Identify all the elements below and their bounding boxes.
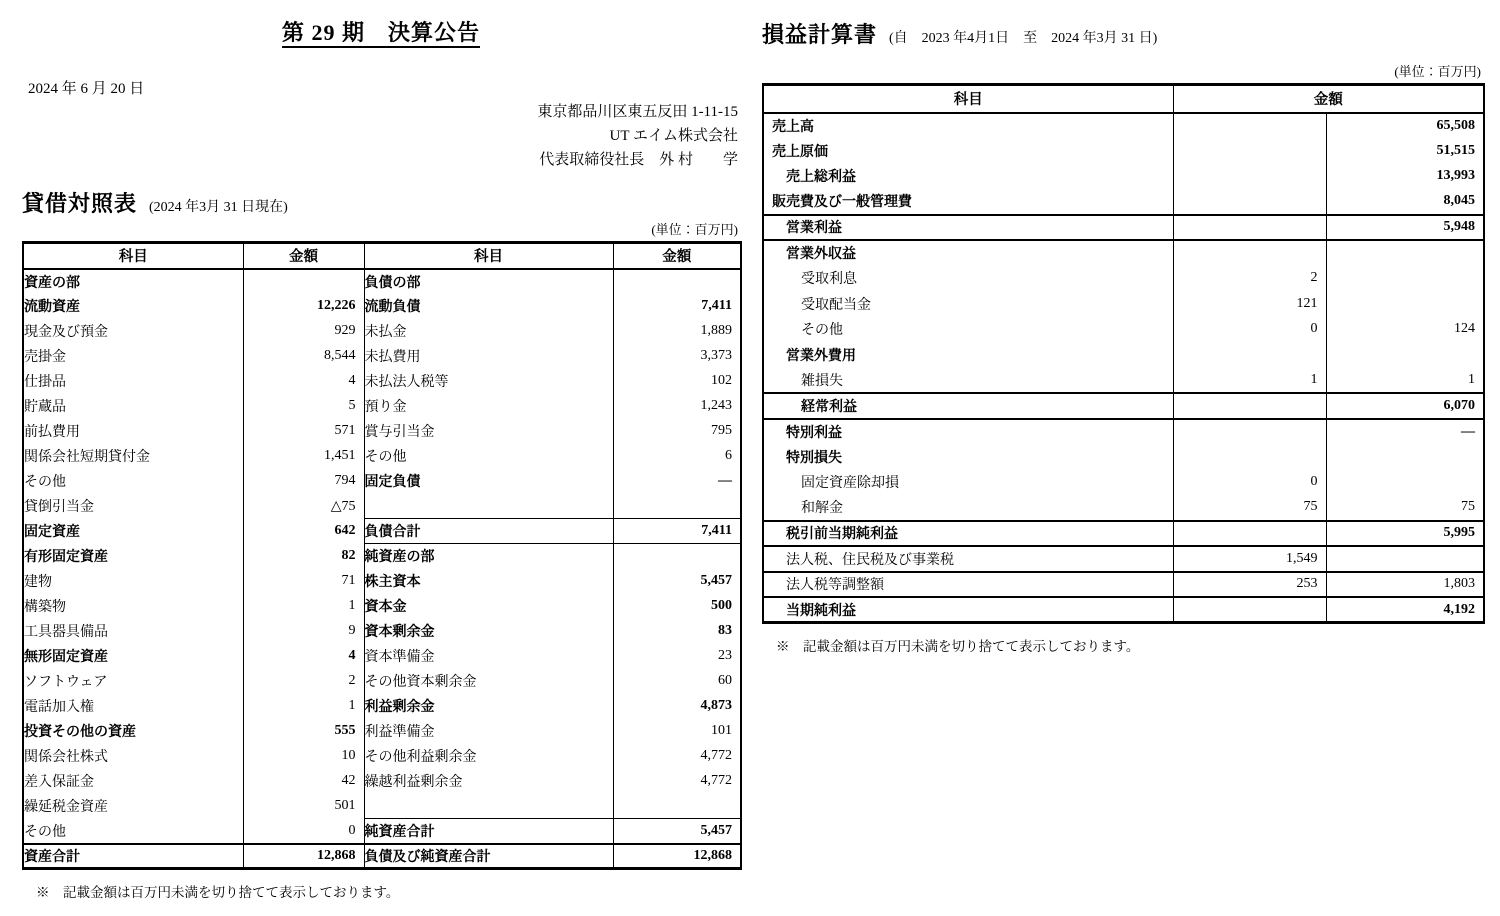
- bs-item-cell: 売掛金: [23, 344, 243, 369]
- pl-amount-total-cell: 75: [1461, 499, 1475, 515]
- bs-amount-cell: [243, 269, 364, 294]
- bs-amount-cell: 1: [243, 594, 364, 619]
- bs-amount-cell: △75: [243, 494, 364, 519]
- bs-table-row: [23, 544, 741, 569]
- bs-item-cell: 負債合計: [364, 519, 613, 544]
- document-title: 第 29 期 決算公告: [281, 20, 480, 45]
- bs-item-cell: ソフトウェア: [23, 669, 243, 694]
- bs-item-cell: 未払法人税等: [364, 369, 613, 394]
- bs-amount-cell: 4,873: [700, 698, 732, 713]
- income-statement-note: ※ 記載金額は百万円未満を切り捨てて表示しております。: [776, 639, 1140, 654]
- pl-amount-sub-cell: [1173, 189, 1326, 215]
- pl-table-row: [763, 215, 1484, 241]
- pl-item-cell: 和解金: [763, 495, 1173, 521]
- bs-item-cell: 流動資産: [23, 294, 243, 319]
- pl-item-cell: 売上総利益: [763, 164, 1173, 190]
- pl-amount-sub-cell: [1173, 113, 1326, 139]
- pl-amount-sub-cell: 1: [1173, 368, 1326, 394]
- bs-amount-cell: 9: [243, 619, 364, 644]
- bs-amount-cell: 571: [243, 419, 364, 444]
- bs-table-row: [23, 844, 741, 869]
- bs-item-cell: その他: [23, 819, 243, 844]
- pl-amount-sub-cell: [1173, 240, 1326, 266]
- pl-item-cell: 売上原価: [763, 138, 1173, 164]
- bs-item-cell: 純資産合計: [364, 819, 613, 844]
- pl-item-cell: 雑損失: [763, 368, 1173, 394]
- bs-table-row: [23, 769, 741, 794]
- pl-table-row: [763, 368, 1484, 394]
- pl-header-row: [763, 85, 1484, 113]
- bs-item-cell: 有形固定資産: [23, 544, 243, 569]
- bs-table-row: [23, 594, 741, 619]
- bs-amount-cell: [613, 494, 741, 519]
- bs-item-cell: 預り金: [364, 394, 613, 419]
- bs-item-cell: 純資産の部: [364, 544, 613, 569]
- bs-amount-cell: 794: [243, 469, 364, 494]
- pl-table-row: [763, 317, 1484, 343]
- bs-amount-cell: 500: [711, 598, 732, 613]
- bs-amount-cell: 12,226: [243, 294, 364, 319]
- pl-item-cell: 売上高: [763, 113, 1173, 139]
- bs-item-cell: 資本剰余金: [364, 619, 613, 644]
- pl-item-cell: 当期純利益: [763, 597, 1173, 623]
- pl-col-amount: 金額: [1173, 85, 1484, 113]
- balance-sheet-title: 貸借対照表: [22, 191, 138, 216]
- pl-table-row: [763, 597, 1484, 623]
- bs-amount-cell: 929: [243, 319, 364, 344]
- bs-table-row: [23, 519, 741, 544]
- pl-table-row: [763, 572, 1484, 598]
- bs-amount-cell: 102: [711, 373, 732, 388]
- pl-amount-total-cell: 124: [1454, 321, 1475, 337]
- bs-amount-cell: 12,868: [613, 844, 741, 869]
- pl-table-row: [763, 342, 1484, 368]
- pl-item-cell: 受取配当金: [763, 291, 1173, 317]
- pl-item-cell: 営業利益: [763, 215, 1173, 241]
- bs-table-row: [23, 419, 741, 444]
- bs-table-row: [23, 344, 741, 369]
- pl-table-row: [763, 546, 1484, 572]
- bs-amount-cell: 4,772: [700, 773, 732, 788]
- pl-table-row: [763, 113, 1484, 139]
- bs-amount-cell: 71: [243, 569, 364, 594]
- pl-amount-total-cell: 65,508: [1436, 117, 1475, 133]
- bs-amount-cell: 642: [243, 519, 364, 544]
- bs-item-cell: 流動負債: [364, 294, 613, 319]
- bs-header-row: [23, 243, 741, 269]
- income-statement-title: 損益計算書: [762, 22, 878, 47]
- company-block: [22, 100, 740, 172]
- income-statement-unit-label: (単位：百万円): [1394, 64, 1481, 79]
- pl-item-cell: 税引前当期純利益: [763, 521, 1173, 547]
- bs-amount-cell: —: [718, 473, 732, 488]
- company-address: 東京都品川区東五反田 1-11-15: [537, 104, 738, 120]
- bs-item-cell: 関係会社短期貸付金: [23, 444, 243, 469]
- bs-item-cell: その他: [23, 469, 243, 494]
- bs-amount-cell: 4: [243, 369, 364, 394]
- bs-table-row: [23, 394, 741, 419]
- pl-amount-sub-cell: 253: [1173, 572, 1326, 598]
- bs-table-row: [23, 719, 741, 744]
- pl-amount-sub-cell: 75: [1173, 495, 1326, 521]
- bs-table-row: [23, 694, 741, 719]
- bs-amount-cell: 5: [243, 394, 364, 419]
- pl-table-row: [763, 470, 1484, 496]
- pl-amount-sub-cell: [1173, 521, 1326, 547]
- bs-col-item-right: 科目: [364, 243, 613, 269]
- income-statement-heading: [762, 18, 1483, 49]
- bs-item-cell: 貸倒引当金: [23, 494, 243, 519]
- bs-table-row: [23, 819, 741, 844]
- bs-table-row: [23, 744, 741, 769]
- pl-item-cell: 特別損失: [763, 444, 1173, 470]
- pl-item-cell: 営業外費用: [763, 342, 1173, 368]
- bs-col-item-left: 科目: [23, 243, 243, 269]
- pl-table-row: [763, 291, 1484, 317]
- bs-item-cell: 差入保証金: [23, 769, 243, 794]
- bs-col-amount-right: 金額: [613, 243, 741, 269]
- bs-item-cell: その他利益剰余金: [364, 744, 613, 769]
- bs-item-cell: 繰延税金資産: [23, 794, 243, 819]
- pl-body: [763, 113, 1484, 623]
- bs-amount-cell: 1,243: [700, 398, 732, 413]
- bs-item-cell: その他: [364, 444, 613, 469]
- bs-item-cell: 未払費用: [364, 344, 613, 369]
- balance-sheet-note: ※ 記載金額は百万円未満を切り捨てて表示しております。: [36, 885, 400, 900]
- bs-amount-cell: 1,889: [700, 323, 732, 338]
- bs-item-cell: 負債及び純資産合計: [364, 844, 613, 869]
- pl-item-cell: 営業外収益: [763, 240, 1173, 266]
- bs-item-cell: 資本準備金: [364, 644, 613, 669]
- pl-amount-sub-cell: [1173, 419, 1326, 445]
- bs-amount-cell: 12,868: [243, 844, 364, 869]
- pl-table-row: [763, 444, 1484, 470]
- pl-amount-total-cell: 8,045: [1443, 193, 1475, 209]
- bs-item-cell: 利益剰余金: [364, 694, 613, 719]
- pl-table-row: [763, 189, 1484, 215]
- pl-amount-total-cell: 4,192: [1326, 597, 1484, 623]
- bs-amount-cell: 4: [243, 644, 364, 669]
- pl-amount-sub-cell: [1173, 164, 1326, 190]
- bs-item-cell: 電話加入権: [23, 694, 243, 719]
- bs-amount-cell: 83: [718, 623, 732, 638]
- pl-table-row: [763, 393, 1484, 419]
- bs-item-cell: 資本金: [364, 594, 613, 619]
- pl-amount-sub-cell: 1,549: [1173, 546, 1326, 572]
- bs-item-cell: 前払費用: [23, 419, 243, 444]
- pl-table-row: [763, 419, 1484, 445]
- pl-amount-total-cell: [1326, 266, 1484, 292]
- bs-amount-cell: 555: [243, 719, 364, 744]
- pl-amount-total-cell: 1,803: [1326, 572, 1484, 598]
- pl-amount-total-cell: [1326, 546, 1484, 572]
- bs-amount-cell: 4,772: [700, 748, 732, 763]
- pl-amount-total-cell: [1326, 240, 1484, 266]
- pl-amount-total-cell: [1326, 342, 1484, 368]
- balance-sheet-table: [22, 241, 742, 870]
- bs-item-cell: 未払金: [364, 319, 613, 344]
- bs-table-row: [23, 619, 741, 644]
- pl-amount-sub-cell: 0: [1173, 317, 1326, 343]
- bs-amount-cell: 3,373: [700, 348, 732, 363]
- income-statement-subtitle: (自 2023 年4月1日 至 2024 年3月 31 日): [889, 31, 1158, 46]
- pl-amount-sub-cell: 2: [1173, 266, 1326, 292]
- pl-item-cell: 販売費及び一般管理費: [763, 189, 1173, 215]
- bs-table-row: [23, 369, 741, 394]
- bs-table-row: [23, 644, 741, 669]
- bs-body: [23, 269, 741, 869]
- pl-item-cell: その他: [763, 317, 1173, 343]
- bs-item-cell: 資産合計: [23, 844, 243, 869]
- balance-sheet-section: [22, 0, 740, 901]
- pl-amount-sub-cell: [1173, 138, 1326, 164]
- pl-amount-sub-cell: [1173, 215, 1326, 241]
- bs-table-row: [23, 494, 741, 519]
- income-statement-table: [762, 83, 1485, 624]
- bs-amount-cell: 42: [243, 769, 364, 794]
- bs-item-cell: 構築物: [23, 594, 243, 619]
- document-date: 2024 年 6 月 20 日: [28, 81, 145, 97]
- bs-amount-cell: 5,457: [700, 573, 732, 588]
- pl-item-cell: 特別利益: [763, 419, 1173, 445]
- bs-item-cell: 繰越利益剰余金: [364, 769, 613, 794]
- pl-table-row: [763, 138, 1484, 164]
- bs-item-cell: [364, 494, 613, 519]
- bs-item-cell: 賞与引当金: [364, 419, 613, 444]
- bs-amount-cell: 7,411: [701, 298, 732, 313]
- pl-amount-total-cell: 5,948: [1326, 215, 1484, 241]
- bs-item-cell: 投資その他の資産: [23, 719, 243, 744]
- bs-amount-cell: 23: [718, 648, 732, 663]
- pl-amount-total-cell: 1: [1468, 371, 1475, 387]
- pl-amount-sub-cell: [1173, 393, 1326, 419]
- bs-table-row: [23, 444, 741, 469]
- bs-item-cell: 株主資本: [364, 569, 613, 594]
- bs-amount-cell: 0: [243, 819, 364, 844]
- bs-amount-cell: 101: [711, 723, 732, 738]
- pl-amount-total-cell: [1326, 291, 1484, 317]
- bs-item-cell: 無形固定資産: [23, 644, 243, 669]
- bs-item-cell: 利益準備金: [364, 719, 613, 744]
- bs-item-cell: 関係会社株式: [23, 744, 243, 769]
- bs-item-cell: 現金及び預金: [23, 319, 243, 344]
- balance-sheet-unit-label: (単位：百万円): [651, 222, 738, 237]
- bs-table-row: [23, 794, 741, 819]
- bs-item-cell: 固定負債: [364, 469, 613, 494]
- bs-col-amount-left: 金額: [243, 243, 364, 269]
- bs-amount-cell: [613, 794, 741, 819]
- bs-table-row: [23, 569, 741, 594]
- pl-amount-sub-cell: 121: [1173, 291, 1326, 317]
- pl-item-cell: 固定資産除却損: [763, 470, 1173, 496]
- bs-item-cell: [364, 794, 613, 819]
- bs-table-row: [23, 319, 741, 344]
- bs-item-cell: 工具器具備品: [23, 619, 243, 644]
- pl-item-cell: 受取利息: [763, 266, 1173, 292]
- pl-amount-sub-cell: [1173, 342, 1326, 368]
- pl-amount-total-cell: [1326, 470, 1484, 496]
- bs-table-row: [23, 294, 741, 319]
- pl-col-item: 科目: [763, 85, 1173, 113]
- pl-amount-total-cell: 51,515: [1436, 142, 1475, 158]
- pl-amount-sub-cell: [1173, 444, 1326, 470]
- balance-sheet-subtitle: (2024 年3月 31 日現在): [149, 200, 288, 215]
- bs-table-row: [23, 269, 741, 294]
- bs-item-cell: 資産の部: [23, 269, 243, 294]
- bs-amount-cell: [613, 269, 741, 294]
- bs-amount-cell: [613, 544, 741, 569]
- bs-item-cell: その他資本剰余金: [364, 669, 613, 694]
- bs-table-row: [23, 669, 741, 694]
- pl-item-cell: 法人税等調整額: [763, 572, 1173, 598]
- bs-amount-cell: 8,544: [243, 344, 364, 369]
- pl-table-row: [763, 266, 1484, 292]
- company-representative: 代表取締役社長 外 村 学: [539, 152, 738, 168]
- bs-item-cell: 仕掛品: [23, 369, 243, 394]
- pl-amount-total-cell: 5,995: [1326, 521, 1484, 547]
- pl-amount-total-cell: —: [1326, 419, 1484, 445]
- bs-amount-cell: 10: [243, 744, 364, 769]
- pl-table-row: [763, 240, 1484, 266]
- bs-item-cell: 建物: [23, 569, 243, 594]
- pl-table-row: [763, 164, 1484, 190]
- bs-amount-cell: 6: [725, 448, 732, 463]
- balance-sheet-heading: [22, 187, 740, 218]
- pl-table-row: [763, 521, 1484, 547]
- bs-item-cell: 貯蔵品: [23, 394, 243, 419]
- bs-amount-cell: 5,457: [613, 819, 741, 844]
- bs-item-cell: 固定資産: [23, 519, 243, 544]
- pl-amount-sub-cell: 0: [1173, 470, 1326, 496]
- pl-amount-total-cell: 13,993: [1436, 168, 1475, 184]
- bs-amount-cell: 2: [243, 669, 364, 694]
- bs-amount-cell: 82: [243, 544, 364, 569]
- bs-amount-cell: 1: [243, 694, 364, 719]
- bs-amount-cell: 1,451: [243, 444, 364, 469]
- bs-amount-cell: 501: [243, 794, 364, 819]
- bs-table-row: [23, 469, 741, 494]
- pl-item-cell: 経常利益: [763, 393, 1173, 419]
- company-name: UT エイム株式会社: [609, 128, 738, 144]
- income-statement-section: [762, 0, 1483, 655]
- bs-item-cell: 負債の部: [364, 269, 613, 294]
- pl-amount-sub-cell: [1173, 597, 1326, 623]
- pl-amount-total-cell: 6,070: [1326, 393, 1484, 419]
- pl-table-row: [763, 495, 1484, 521]
- pl-item-cell: 法人税、住民税及び事業税: [763, 546, 1173, 572]
- bs-amount-cell: 7,411: [613, 519, 741, 544]
- bs-amount-cell: 795: [711, 423, 732, 438]
- pl-amount-total-cell: [1326, 444, 1484, 470]
- bs-amount-cell: 60: [718, 673, 732, 688]
